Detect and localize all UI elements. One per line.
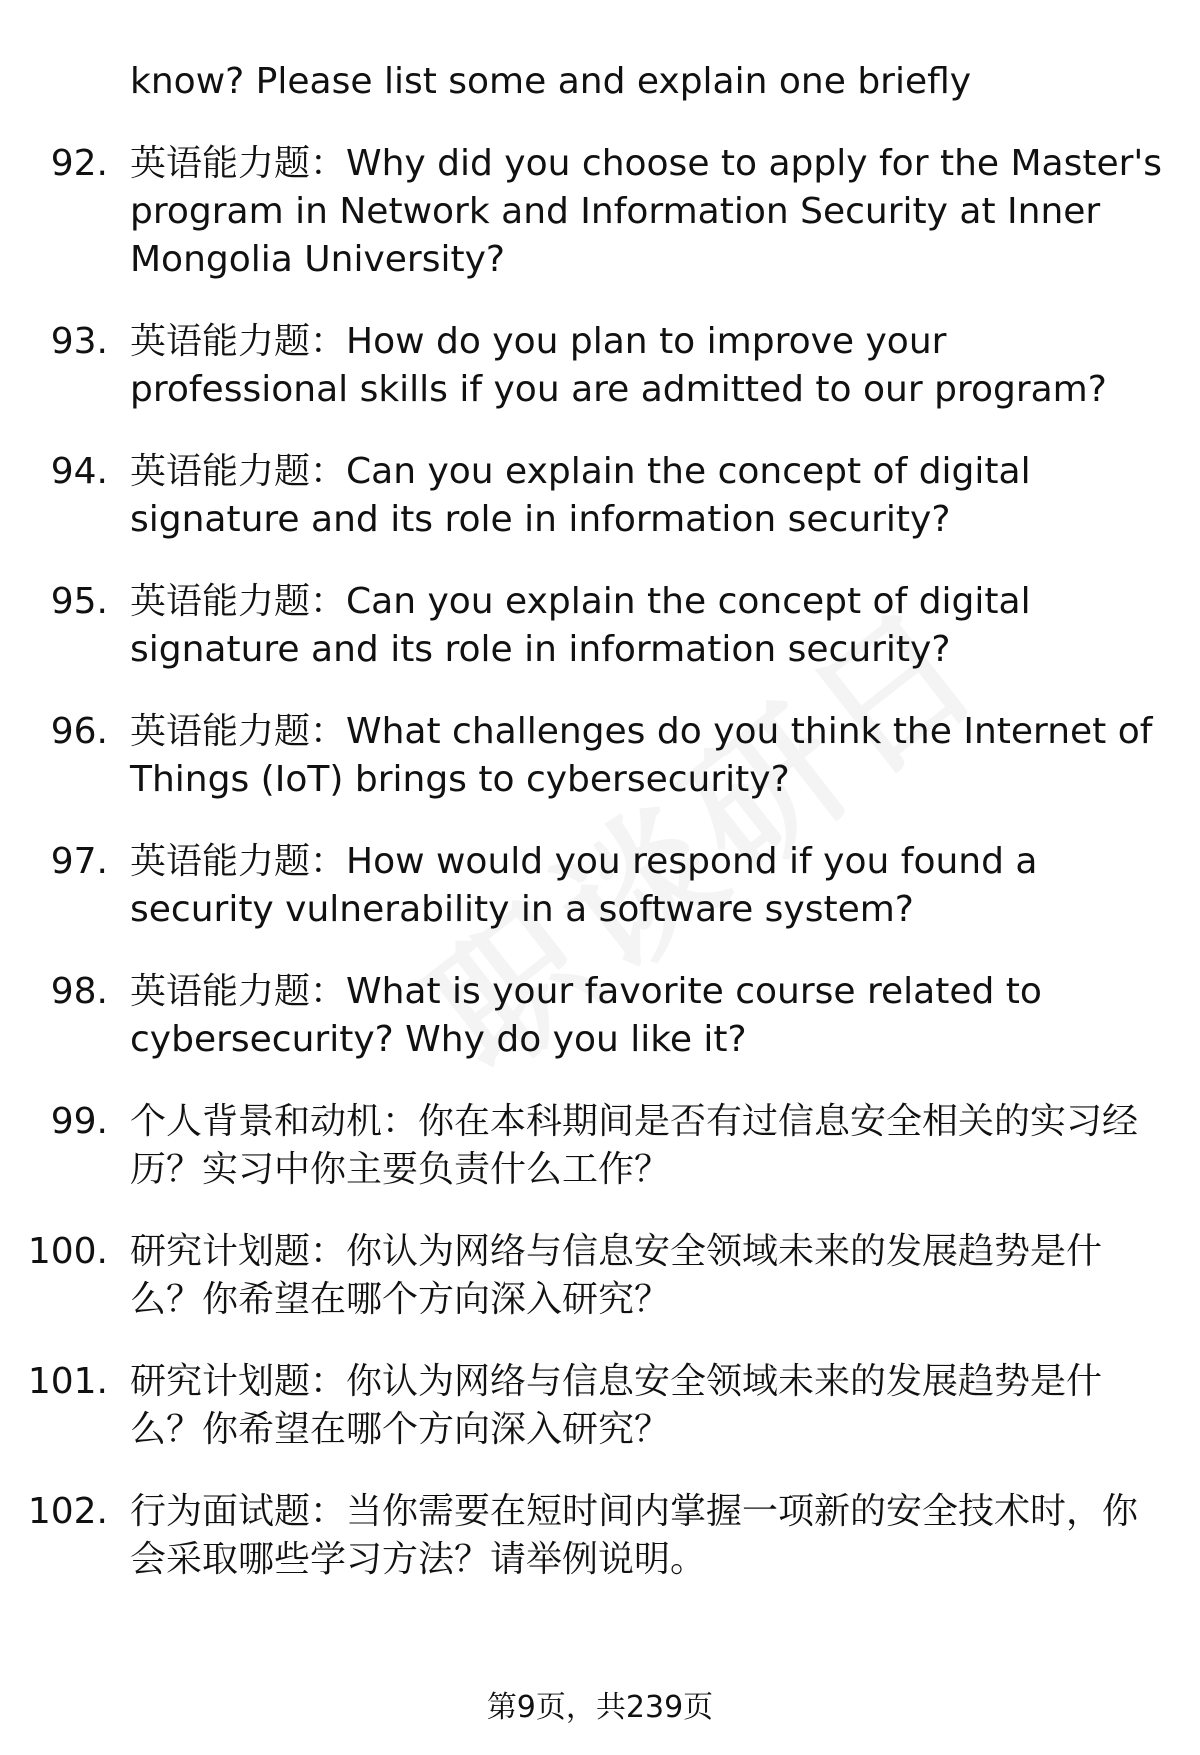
list-item	[0, 318, 1200, 414]
item-number: 97.	[50, 841, 108, 882]
item-number: 99.	[50, 1101, 108, 1142]
item-number: 92.	[50, 143, 108, 184]
list-item	[0, 838, 1200, 934]
item-number: 98.	[50, 971, 108, 1012]
question-list	[0, 58, 1200, 1618]
list-item	[0, 708, 1200, 804]
item-text: 英语能力题：How do you plan to improve your professional skills if you are admitted to our program?	[130, 321, 1107, 410]
item-text: 英语能力题：Can you explain the concept of digital signature and its role in information security?	[130, 451, 1031, 540]
item-number: 95.	[50, 581, 108, 622]
list-item	[0, 578, 1200, 674]
item-text: 行为面试题：当你需要在短时间内掌握一项新的安全技术时，你会采取哪些学习方法？请举例说明。	[130, 1491, 1139, 1580]
item-number: 101.	[27, 1361, 108, 1402]
item-text: 个人背景和动机：你在本科期间是否有过信息安全相关的实习经历？实习中你主要负责什么工作？	[130, 1101, 1139, 1190]
list-item	[0, 1098, 1200, 1194]
item-text: 英语能力题：Why did you choose to apply for the Master's program in Network and Information Security at Inner Mongolia University?	[130, 143, 1163, 280]
list-item	[0, 968, 1200, 1064]
item-number: 94.	[50, 451, 108, 492]
item-number: 93.	[50, 321, 108, 362]
list-item	[0, 1358, 1200, 1454]
item-text: 英语能力题：Can you explain the concept of digital signature and its role in information security?	[130, 581, 1031, 670]
item-number: 96.	[50, 711, 108, 752]
list-item	[0, 448, 1200, 544]
list-item	[0, 1488, 1200, 1584]
item-text: 英语能力题：What challenges do you think the Internet of Things (IoT) brings to cybersecurity?	[130, 711, 1153, 800]
item-text: 研究计划题：你认为网络与信息安全领域未来的发展趋势是什么？你希望在哪个方向深入研究？	[130, 1231, 1103, 1320]
item-text: 英语能力题：What is your favorite course related to cybersecurity? Why do you like it?	[130, 971, 1042, 1060]
page-footer: 第9页，共239页	[486, 1690, 714, 1725]
item-text: 英语能力题：How would you respond if you found a security vulnerability in a software system?	[130, 841, 1038, 930]
item-number: 102.	[27, 1491, 108, 1532]
continuation-text: know? Please list some and explain one briefly	[130, 61, 972, 102]
list-item	[0, 1228, 1200, 1324]
list-item	[0, 140, 1200, 284]
item-text: 研究计划题：你认为网络与信息安全领域未来的发展趋势是什么？你希望在哪个方向深入研究？	[130, 1361, 1103, 1450]
item-number: 100.	[27, 1231, 108, 1272]
